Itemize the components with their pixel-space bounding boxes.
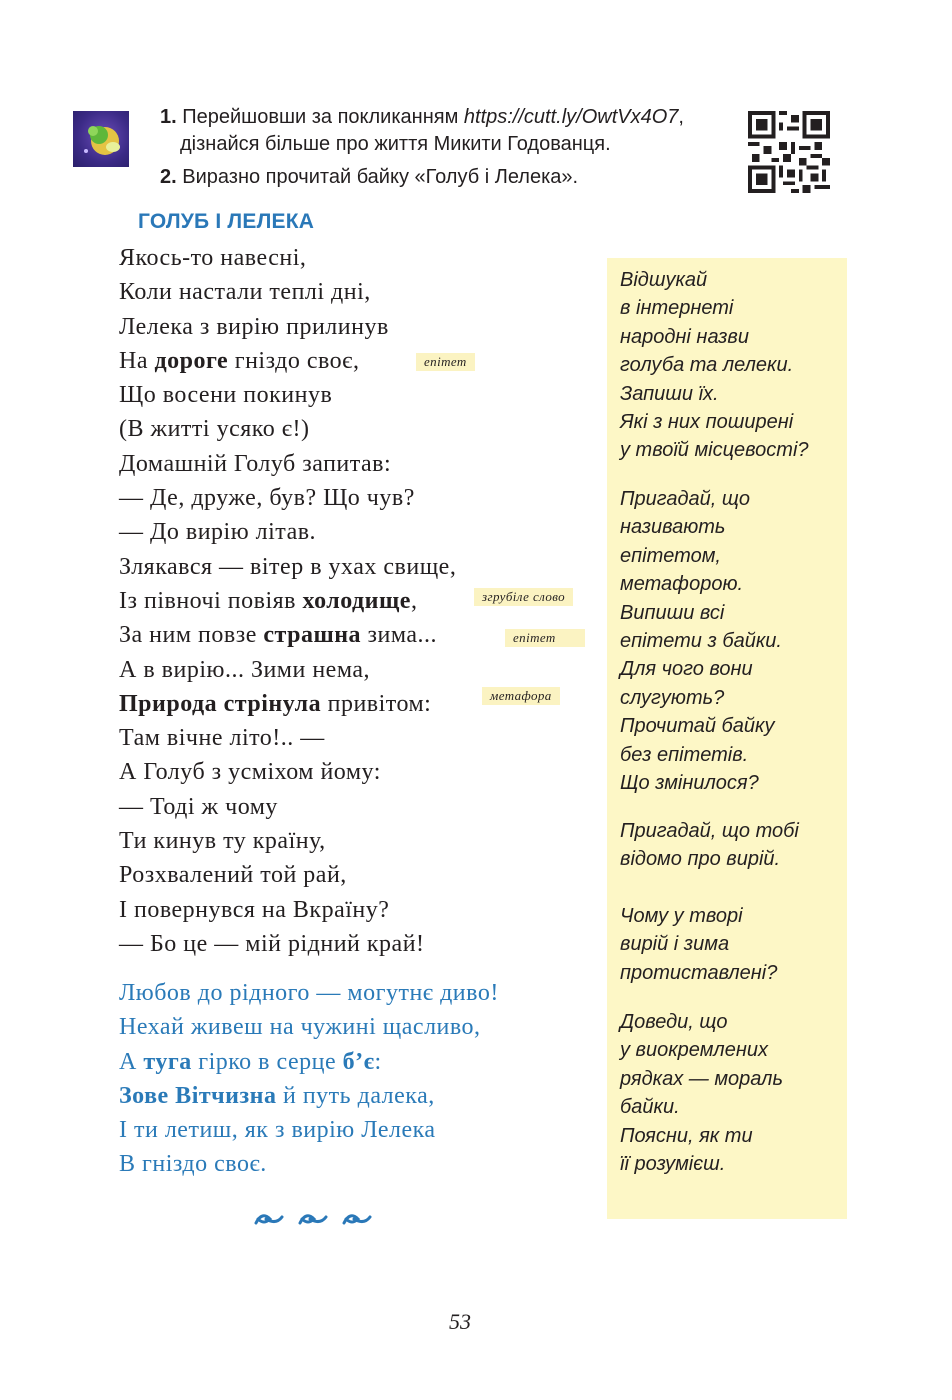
poem-line	[119, 378, 609, 412]
poem-bold-word: холодище	[302, 587, 411, 614]
task-punct: ,	[678, 106, 684, 128]
poem-line	[119, 275, 609, 309]
moral-line	[119, 1010, 609, 1044]
poem-line	[119, 481, 609, 515]
poem-line	[119, 447, 609, 481]
annotation-tag: метафора	[482, 687, 560, 705]
poem-text: Що восени покинув	[119, 382, 333, 409]
poem-line	[119, 515, 609, 549]
moral-line	[119, 1147, 609, 1181]
page-number: 53	[449, 1309, 471, 1334]
poem-text: А в вирію... Зими нема,	[119, 656, 371, 683]
qr-code-icon[interactable]	[748, 111, 830, 193]
poem-text: гніздо своє,	[228, 347, 360, 374]
sidebar-question: Доведи, що у виокремлених рядках — мораль байки. Поясни, як ти її розумієш.	[620, 1011, 783, 1176]
moral-text: й путь далека,	[276, 1082, 435, 1109]
internet-task-icon	[73, 111, 129, 167]
moral-bold-word: Зове Вітчизна	[119, 1082, 277, 1109]
moral-text: А	[119, 1048, 144, 1075]
poem-bold-word: дороге	[154, 347, 229, 374]
poem-line	[119, 755, 609, 789]
poem-text: На	[119, 347, 155, 374]
task-1	[160, 104, 740, 158]
poem-text: зима...	[361, 622, 438, 649]
poem-text: Там вічне літо!.. —	[119, 725, 325, 752]
poem-text: А Голуб з усміхом йому:	[119, 759, 381, 786]
task-text: Перейшовши за покликанням	[176, 106, 464, 128]
moral-text: гірко в серце	[191, 1048, 343, 1075]
moral-line	[119, 1045, 609, 1079]
poem-text: Злякався — вітер в ухах свище,	[119, 553, 457, 580]
poem-line	[119, 550, 609, 584]
moral-text: В гніздо своє.	[119, 1151, 267, 1178]
task-text: Виразно прочитай байку «Голуб і Лелека».	[176, 166, 579, 188]
poem-text: (В житті усяко є!)	[119, 416, 310, 443]
poem-text: — Де, друже, був? Що чув?	[119, 485, 415, 512]
task-text-line2: дізнайся більше про життя Микити Годованця.	[180, 133, 611, 155]
ornament-divider	[252, 1205, 372, 1241]
poem-line	[119, 858, 609, 892]
moral-text: Нехай живеш на чужині щасливо,	[119, 1014, 481, 1041]
poem-line	[119, 927, 609, 961]
moral-bold-word: б’є	[342, 1048, 375, 1075]
moral-line	[119, 1113, 609, 1147]
poem-text: — До вирію літав.	[119, 519, 317, 546]
poem-text: Домашній Голуб запитав:	[119, 450, 392, 477]
poem-line	[119, 721, 609, 755]
annotation-tag: згрубіле слово	[474, 588, 573, 606]
poem-bold-word: Природа стрінула	[119, 690, 322, 717]
poem-line	[119, 824, 609, 858]
task-2	[160, 164, 740, 191]
poem-text: Якось-то навесні,	[119, 245, 307, 271]
sidebar-question: Чому у творі вирій і зима протиставлені?	[620, 905, 778, 984]
sidebar-question: Пригадай, що тобі відомо про вирій.	[620, 820, 799, 871]
poem-text: привітом:	[321, 690, 432, 717]
poem-text: Розхвалений той рай,	[119, 862, 347, 889]
poem-text: — Тоді ж чому	[119, 793, 278, 820]
task-number: 2.	[160, 166, 177, 188]
moral-bold-word: туга	[143, 1048, 192, 1075]
poem-text: Коли настали теплі дні,	[119, 279, 371, 306]
poem-line	[119, 412, 609, 446]
task-number: 1.	[160, 106, 177, 128]
poem-line	[119, 241, 609, 275]
poem-line	[119, 344, 609, 378]
sidebar-question: Відшукай в інтернеті народні назви голуба та лелеки. Запиши їх. Які з них поширені у твоїй місцевості?	[620, 269, 809, 462]
poem-line	[119, 653, 609, 687]
moral-text: Любов до рідного — могутнє диво!	[119, 980, 499, 1006]
poem-line	[119, 310, 609, 344]
moral-text: І ти летиш, як з вирію Лелека	[119, 1117, 436, 1144]
moral-line	[119, 976, 609, 1010]
poem-line	[119, 790, 609, 824]
annotation-tag: епітет	[505, 629, 585, 647]
moral-line	[119, 1079, 609, 1113]
poem-text: Лелека з вирію прилинув	[119, 313, 389, 340]
poem-text: ,	[410, 587, 418, 614]
poem-text: — Бо це — мій рідний край!	[119, 930, 425, 957]
task-link[interactable]: https://cutt.ly/OwtVx4O7	[463, 106, 679, 128]
moral-stanza	[119, 976, 609, 1182]
annotation-tag: епітет	[416, 353, 475, 371]
poem-bold-word: страшна	[263, 622, 362, 649]
poem-line	[119, 893, 609, 927]
moral-text: :	[374, 1048, 382, 1075]
poem-text: Із півночі повіяв	[119, 587, 303, 614]
sidebar-question: Пригадай, що називають епітетом, метафорою. Випиши всі епітети з байки. Для чого вони слугують? Прочитай байку без епітетів. Що змінилося?	[620, 488, 782, 795]
poem-text: За ним повзе	[119, 622, 264, 649]
task-list	[160, 104, 740, 197]
poem-text: Ти кинув ту країну,	[119, 828, 326, 855]
poem-text: І повернувся на Вкраїну?	[119, 896, 390, 923]
poem-title: ГОЛУБ І ЛЕЛЕКА	[138, 210, 315, 233]
